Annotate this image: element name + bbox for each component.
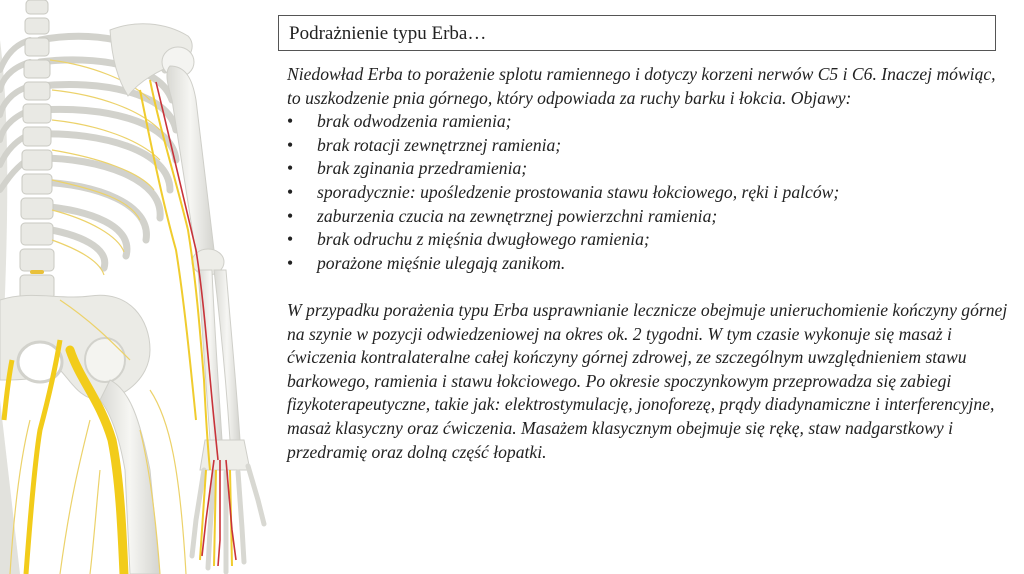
title-box (278, 15, 996, 51)
bullet-icon: • (287, 205, 294, 226)
list-item (287, 228, 1009, 252)
intro-paragraph: Niedowład Erba to porażenie splotu ramiennego i dotyczy korzeni nerwów C5 i C6. Inaczej mówiąc, to uszkodzenie pnia górnego, który odpowiada za ruchy barku i łokcia. Objawy: (287, 64, 996, 108)
bullet-icon: • (287, 181, 294, 202)
list-item-text: brak rotacji zewnętrznej ramienia; (317, 134, 562, 155)
slide-title: Podrażnienie typu Erba… (289, 23, 487, 44)
list-item (287, 181, 1009, 205)
treatment-paragraph: W przypadku porażenia typu Erba usprawnianie lecznicze obejmuje unieruchomienie kończyny górnej na szynie w pozycji odwiedzeniowej na okres ok. 2 tygodni. W tym czasie wykonuje się masaż i ćwiczenia kontralateralne całej kończyny górnej zdrowej, ze szczególnym uwzględnieniem stawu barkowego, ramienia i stawu łokciowego. Po okresie spoczynkowym przeprowadza się zabiegi fizykoterapeutyczne, takie jak: elektrostymulację, jonoforezę, prądy diadynamiczne i interferencyjne, masaż klasyczny oraz ćwiczenia. Masażem klasycznym obejmuje się rękę, staw nadgarstkowy i przedramię oraz dolną część łopatki. (287, 299, 1008, 462)
bullet-icon: • (287, 134, 294, 155)
slide-body (287, 63, 1009, 464)
list-item-text: porażone mięśnie ulegają zanikom. (317, 252, 566, 273)
bullet-icon: • (287, 252, 294, 273)
bullet-icon: • (287, 158, 294, 179)
symptoms-list (287, 110, 1009, 275)
list-item (287, 134, 1009, 158)
bullet-icon: • (287, 229, 294, 250)
list-item (287, 110, 1009, 134)
list-item (287, 252, 1009, 276)
skeleton-nerves-illustration (0, 0, 270, 574)
list-item-text: sporadycznie: upośledzenie prostowania stawu łokciowego, ręki i palców; (317, 181, 840, 202)
list-item (287, 205, 1009, 229)
list-item (287, 157, 1009, 181)
list-item-text: brak zginania przedramienia; (317, 158, 528, 179)
list-item-text: brak odruchu z mięśnia dwugłowego ramienia; (317, 229, 650, 250)
list-item-text: brak odwodzenia ramienia; (317, 111, 512, 132)
paragraph-spacer (287, 275, 1009, 299)
list-item-text: zaburzenia czucia na zewnętrznej powierzchni ramienia; (317, 205, 718, 226)
bullet-icon: • (287, 111, 294, 132)
